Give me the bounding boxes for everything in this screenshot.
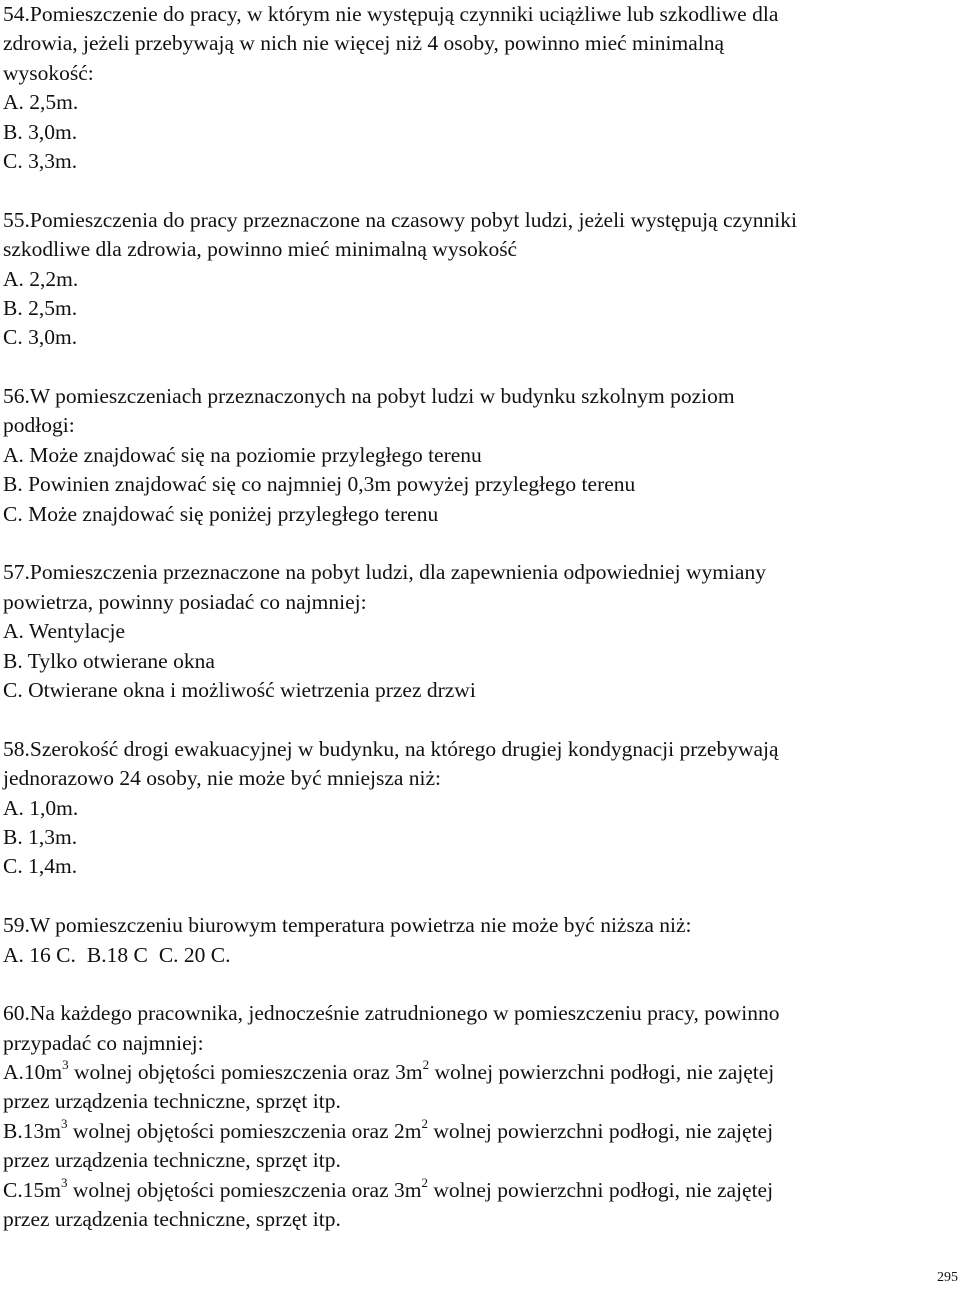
question-54 <box>3 0 958 176</box>
option-text: wolnej objętości pomieszczenia oraz 3m <box>67 1177 422 1202</box>
answer-option-b: B. 2,5m. <box>3 295 78 320</box>
answer-option-c: C. 3,0m. <box>3 325 78 350</box>
answer-option-a-continuation: przez urządzenia techniczne, sprzęt itp. <box>3 1089 341 1114</box>
question-gap <box>3 970 958 999</box>
option-text: A.10m <box>3 1060 63 1085</box>
question-56 <box>3 382 958 529</box>
option-text: B.13m <box>3 1118 61 1143</box>
question-stem-line: szkodliwe dla zdrowia, powinno mieć minimalną wysokość <box>3 237 518 262</box>
answer-options-inline <box>3 941 958 970</box>
answer-option-b: B. 1,3m. <box>3 824 78 849</box>
answer-option-a: A. 1,0m. <box>3 795 79 820</box>
answer-option-c: C. Otwierane okna i możliwość wietrzenia przez drzwi <box>3 677 476 702</box>
answer-option-c: C. 20 C. <box>158 942 231 967</box>
answer-option-a: A. 2,2m. <box>3 266 79 291</box>
question-gap <box>3 882 958 911</box>
option-text: wolnej objętości pomieszczenia oraz 3m <box>68 1060 423 1085</box>
answer-option-b: B.18 C <box>86 942 148 967</box>
superscript: 2 <box>422 1057 430 1073</box>
superscript: 3 <box>60 1115 68 1131</box>
question-stem-line: 54.Pomieszczenie do pracy, w którym nie występują czynniki uciążliwe lub szkodliwe dla <box>3 2 779 26</box>
answer-option-c-continuation: przez urządzenia techniczne, sprzęt itp. <box>3 1207 341 1232</box>
question-57 <box>3 558 958 705</box>
question-stem-line: jednorazowo 24 osoby, nie może być mniejsza niż: <box>3 766 442 791</box>
question-60 <box>3 999 958 1234</box>
answer-option-c: C. Może znajdować się poniżej przyległego terenu <box>3 501 439 526</box>
answer-option-b: B. Powinien znajdować się co najmniej 0,3m powyżej przyległego terenu <box>3 472 636 497</box>
question-stem-line: wysokość: <box>3 60 94 85</box>
answer-option-a <box>3 1058 958 1087</box>
answer-option-c <box>3 1176 958 1205</box>
question-55 <box>3 206 958 353</box>
superscript: 3 <box>60 1174 68 1190</box>
answer-option-c: C. 1,4m. <box>3 854 78 879</box>
option-text: C.15m <box>3 1177 61 1202</box>
answer-option-a: A. Może znajdować się na poziomie przyległego terenu <box>3 442 482 467</box>
question-gap <box>3 176 958 205</box>
answer-option-a: A. Wentylacje <box>3 619 126 644</box>
question-stem-line: podłogi: <box>3 413 75 438</box>
question-stem-line: 60.Na każdego pracownika, jednocześnie zatrudnionego w pomieszczeniu pracy, powinno <box>3 1001 780 1026</box>
answer-option-b: B. Tylko otwierane okna <box>3 648 215 673</box>
question-stem-line: 56.W pomieszczeniach przeznaczonych na pobyt ludzi w budynku szkolnym poziom <box>3 384 735 409</box>
answer-option-c: C. 3,3m. <box>3 148 78 173</box>
question-58 <box>3 735 958 882</box>
document-page <box>3 0 958 1234</box>
question-stem-line: 59.W pomieszczeniu biurowym temperatura powietrza nie może być niższa niż: <box>3 913 692 938</box>
question-stem-line: 55.Pomieszczenia do pracy przeznaczone na czasowy pobyt ludzi, jeżeli występują czynniki <box>3 207 797 232</box>
answer-option-a: A. 2,5m. <box>3 90 79 115</box>
question-stem-line: zdrowia, jeżeli przebywają w nich nie więcej niż 4 osoby, powinno mieć minimalną <box>3 31 725 56</box>
superscript: 3 <box>62 1057 69 1073</box>
answer-option-a: A. 16 C. <box>3 942 76 967</box>
option-text: wolnej objętości pomieszczenia oraz 2m <box>67 1118 422 1143</box>
question-gap <box>3 353 958 382</box>
question-gap <box>3 705 958 734</box>
page-number: 295 <box>937 1270 958 1285</box>
answer-option-b <box>3 1117 958 1146</box>
answer-option-b-continuation: przez urządzenia techniczne, sprzęt itp. <box>3 1148 341 1173</box>
answer-option-b: B. 3,0m. <box>3 119 78 144</box>
question-gap <box>3 529 958 558</box>
superscript: 2 <box>421 1115 428 1131</box>
question-stem-line: 58.Szerokość drogi ewakuacyjnej w budynku, na którego drugiej kondygnacji przebywają <box>3 736 779 761</box>
superscript: 2 <box>421 1174 428 1190</box>
option-text: wolnej powierzchni podłogi, nie zajętej <box>429 1060 775 1085</box>
option-text: wolnej powierzchni podłogi, nie zajętej <box>427 1118 774 1143</box>
question-stem-line: powietrza, powinny posiadać co najmniej: <box>3 589 367 614</box>
question-59 <box>3 911 958 970</box>
option-text: wolnej powierzchni podłogi, nie zajętej <box>427 1177 774 1202</box>
question-stem-line: 57.Pomieszczenia przeznaczone na pobyt ludzi, dla zapewnienia odpowiedniej wymiany <box>3 560 766 585</box>
question-stem-line: przypadać co najmniej: <box>3 1030 204 1055</box>
